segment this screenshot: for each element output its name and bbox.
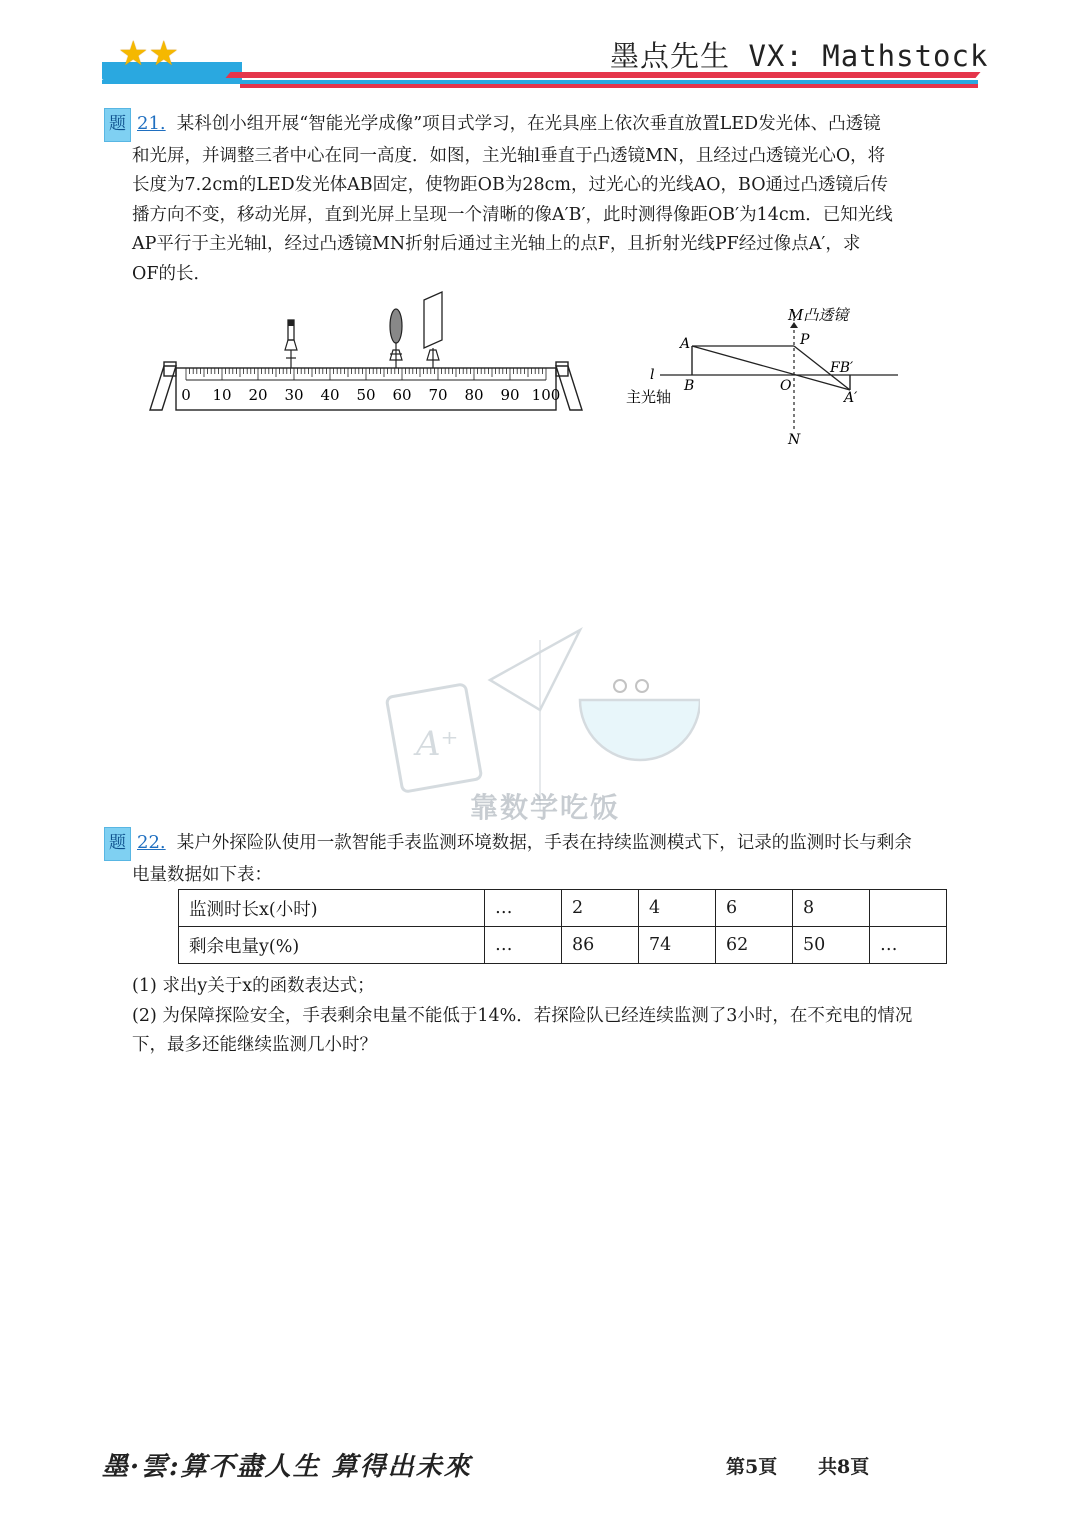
data-table (178, 889, 947, 964)
question-text-line: 长度为7.2cm的LED发光体AB固定，使物距OB为28cm，过光心的光线AO，BO通过凸透镜后传 (132, 175, 889, 196)
question-text-line: OF的长． (132, 263, 211, 284)
table-cell: … (485, 890, 562, 927)
ray-diagram (620, 302, 910, 452)
label-fb: FB′ (830, 360, 854, 376)
table-row (179, 890, 947, 927)
light-screen (424, 292, 442, 368)
question-text-line: 某科创小组开展“智能光学成像”项目式学习，在光具座上依次垂直放置LED发光体、凸透镜 (176, 114, 881, 134)
bench-tick-label: 60 (392, 386, 412, 404)
table-cell: … (485, 927, 562, 964)
question-text-line: 播方向不变，移动光屏，直到光屏上呈现一个清晰的像A′B′，此时测得像距OB′为14cm．已知光线 (132, 204, 893, 225)
convex-lens (390, 309, 402, 368)
question-text-line: 某户外探险队使用一款智能手表监测环境数据，手表在持续监测模式下，记录的监测时长与剩余 (176, 833, 912, 853)
question-text-line: 和光屏，并调整三者中心在同一高度．如图，主光轴l垂直于凸透镜MN，且经过凸透镜光心O，将 (132, 145, 886, 166)
question-22 (104, 827, 984, 890)
table-cell: 剩余电量y(%) (179, 927, 485, 964)
table-cell (870, 890, 947, 927)
question-22-subparts (132, 972, 992, 1061)
subquestion-2-line: (2) 为保障探险安全，手表剩余电量不能低于14%．若探险队已经连续监测了3小时，在不充电的情况 (132, 1005, 913, 1026)
question-badge: 题 (104, 108, 131, 142)
question-number: 21. (137, 113, 166, 134)
star-icon: ★ (148, 34, 179, 74)
table-cell: 6 (716, 890, 793, 927)
label-m-lens: M凸透镜 (788, 306, 849, 324)
bench-tick-label: 10 (212, 386, 232, 404)
header-rule-red (240, 84, 978, 88)
bench-tick-label: 30 (284, 386, 304, 404)
bench-tick-label: 0 (181, 386, 191, 404)
paper-plane-icon (490, 630, 580, 710)
bench-scale-labels (181, 386, 560, 404)
bench-scale (186, 368, 546, 380)
question-22-line-1 (104, 827, 984, 861)
table-row (179, 927, 947, 964)
bench-left-leg (150, 366, 176, 410)
footer-page-number: 第5頁 (726, 1456, 778, 1478)
footer-motto: 墨·雲:算不盡人生 算得出未來 (102, 1452, 472, 1482)
bench-tick-label: 90 (500, 386, 520, 404)
table-cell: 50 (793, 927, 870, 964)
question-text-line: AP平行于主光轴l，经过凸透镜MN折射后通过主光轴上的点F，且折射光线PF经过像点A′，求 (132, 234, 861, 255)
protractor-icon (580, 700, 700, 760)
label-b: B (684, 378, 695, 394)
question-21 (104, 108, 984, 290)
label-n: N (788, 432, 801, 448)
star-logo (118, 34, 179, 74)
footer-total-pages: 共8頁 (818, 1456, 870, 1478)
table-cell: 8 (793, 890, 870, 927)
table-cell: 74 (639, 927, 716, 964)
bench-tick-label: 70 (428, 386, 448, 404)
label-o: O (780, 378, 792, 394)
table-cell: 4 (639, 890, 716, 927)
label-p: P (800, 332, 810, 348)
bench-tick-label: 100 (531, 386, 561, 404)
subquestion-2-line: 下，最多还能继续监测几小时？ (132, 1035, 377, 1056)
label-principal-axis: 主光轴 (626, 388, 672, 406)
table-cell: 监测时长x(小时) (179, 890, 485, 927)
table-cell: 62 (716, 927, 793, 964)
question-21-line-1 (104, 108, 984, 142)
question-text-line: 电量数据如下表： (132, 864, 272, 885)
table-cell: … (870, 927, 947, 964)
ray-ao (692, 346, 850, 390)
optical-bench-figure (146, 288, 586, 418)
bench-tick-label: 50 (356, 386, 376, 404)
star-icon: ★ (118, 34, 149, 74)
question-badge: 题 (104, 827, 131, 861)
bench-tick-label: 40 (320, 386, 340, 404)
led-source (285, 320, 297, 368)
bench-tick-label: 80 (464, 386, 484, 404)
label-a: A (680, 336, 691, 352)
label-a-prime: A′ (844, 390, 858, 406)
question-number: 22. (137, 832, 166, 853)
table-cell: 2 (562, 890, 639, 927)
label-l: l (650, 367, 655, 383)
header-title: 墨点先生 VX: Mathstock (610, 39, 989, 73)
a-plus-icon: A⁺ (416, 724, 459, 764)
table-cell: 86 (562, 927, 639, 964)
bench-tick-label: 20 (248, 386, 268, 404)
subquestion-1: (1) 求出y关于x的函数表达式； (132, 976, 375, 996)
watermark-text: 靠数学吃饭 (470, 791, 621, 824)
